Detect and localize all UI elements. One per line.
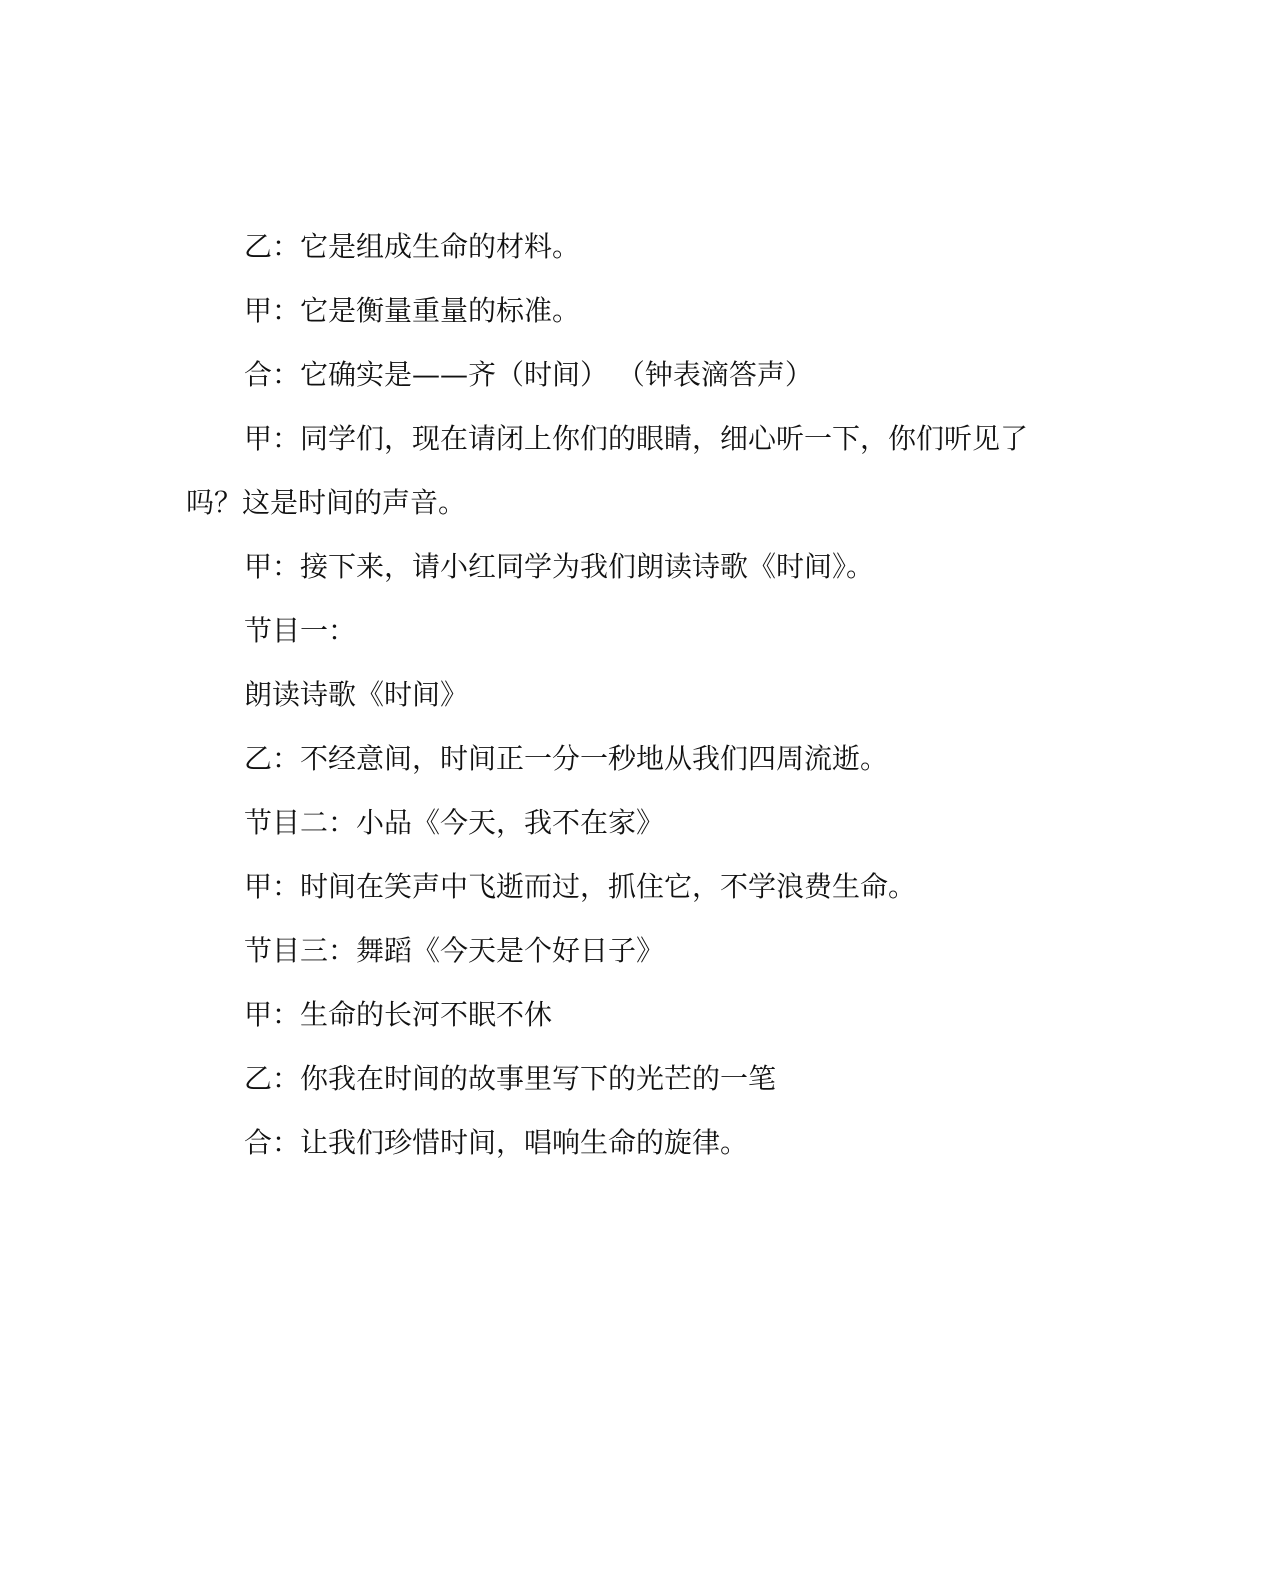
text-line: 节目三：舞蹈《今天是个好日子》: [244, 934, 665, 967]
text-line: 节目一：: [244, 614, 357, 647]
text-line: 甲：生命的长河不眠不休: [244, 998, 553, 1031]
text-line: 合：让我们珍惜时间，唱响生命的旋律。: [244, 1126, 749, 1159]
text-line: 乙：它是组成生命的材料。: [244, 230, 581, 263]
text-line: 甲：时间在笑声中飞逝而过，抓住它，不学浪费生命。: [244, 870, 917, 903]
text-line: 乙：不经意间，时间正一分一秒地从我们四周流逝。: [244, 742, 889, 775]
text-line: 朗读诗歌《时间》: [244, 678, 469, 711]
text-line: 合：它确实是——齐（时间） （钟表滴答声）: [244, 358, 813, 391]
text-line: 甲：同学们，现在请闭上你们的眼睛，细心听一下，你们听见了: [244, 422, 1029, 455]
text-line: 甲：它是衡量重量的标准。: [244, 294, 581, 327]
text-line: 乙：你我在时间的故事里写下的光芒的一笔: [244, 1062, 777, 1095]
text-line: 甲：接下来，请小红同学为我们朗读诗歌《时间》。: [244, 550, 875, 583]
document-body: [186, 215, 1066, 1175]
text-line: 节目二：小品《今天，我不在家》: [244, 806, 665, 839]
text-line-continuation: 吗？这是时间的声音。: [186, 486, 467, 519]
